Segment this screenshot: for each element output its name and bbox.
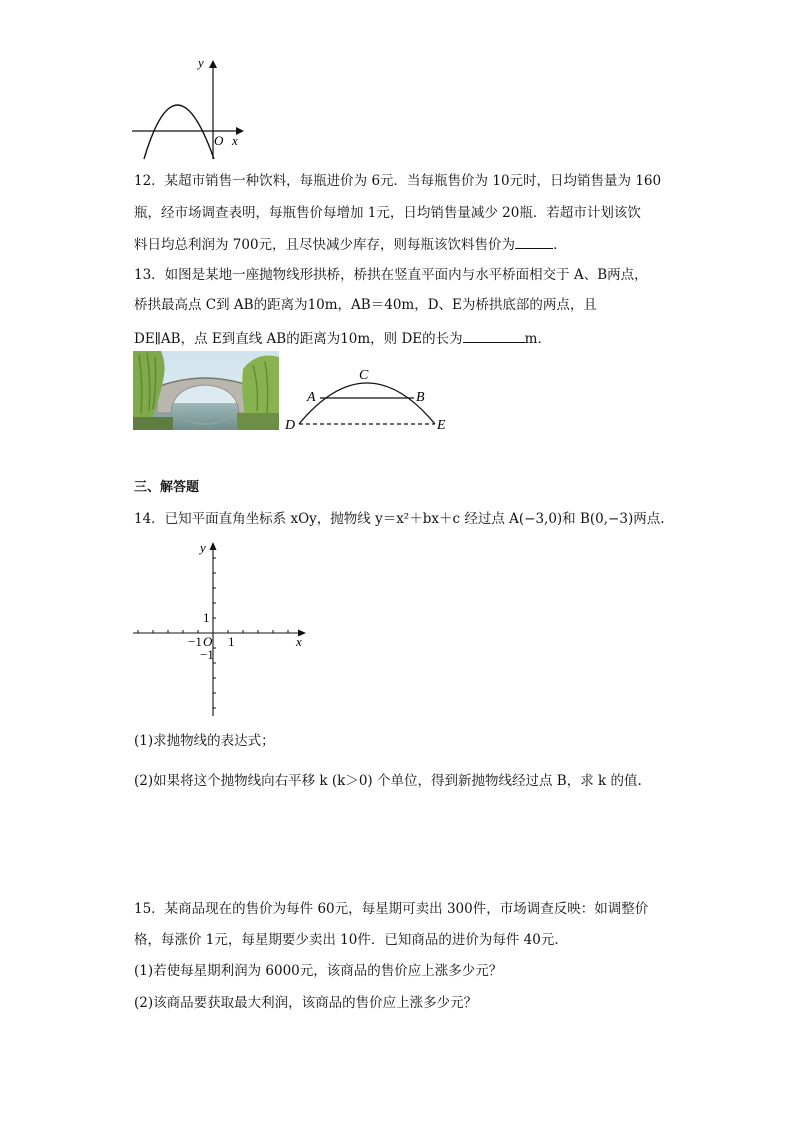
- q14-line-1: 14．已知平面直角坐标系 xOy，抛物线 y＝x²＋bx＋c 经过点 A(−3,0)和 B(0,−3)两点.: [134, 511, 665, 527]
- tick-label-y-neg1: −1: [200, 647, 214, 662]
- q13-line-2: 桥拱最高点 C到 AB的距离为10m，AB＝40m，D、E为桥拱底部的两点，且: [134, 297, 597, 313]
- tick-label-y-1: 1: [203, 610, 210, 625]
- tick-label-x-neg1: −1: [188, 634, 202, 649]
- label-B: B: [416, 390, 425, 405]
- q12-line-3: [134, 234, 567, 254]
- q13-arch-diagram: [282, 364, 452, 434]
- parabola-curve: [144, 105, 214, 159]
- q14-coordinate-axes: [130, 538, 310, 720]
- x-axis-label: x: [232, 133, 238, 148]
- origin-label: O: [203, 634, 213, 649]
- q15-part-1: (1)若使每星期利润为 6000元，该商品的售价应上涨多少元？: [134, 963, 503, 979]
- q15-part-2: (2)该商品要获取最大利润，该商品的售价应上涨多少元？: [134, 995, 478, 1011]
- q12-line-2: 瓶，经市场调查表明，每瓶售价每增加 1元，日均销售量减少 20瓶．若超市计划该饮: [134, 205, 641, 221]
- q11-parabola-figure: [128, 55, 248, 163]
- q13-line-1: 13．如图是某地一座抛物线形拱桥，桥拱在竖直平面内与水平桥面相交于 A、B两点，: [134, 267, 648, 283]
- x-axis-label: x: [296, 634, 302, 649]
- q12-line-3-end: ．: [553, 237, 567, 253]
- y-axis-label: y: [200, 540, 206, 555]
- q13-line-3-text: DE∥AB，点 E到直线 AB的距离为10m，则 DE的长为: [134, 331, 463, 347]
- label-A: A: [307, 390, 316, 405]
- section-3-heading: 三、解答题: [134, 480, 200, 495]
- y-axis-label: y: [198, 55, 204, 70]
- q12-answer-blank[interactable]: [515, 234, 553, 249]
- q15-line-2: 格，每涨价 1元，每星期要少卖出 10件．已知商品的进价为每件 40元．: [134, 932, 568, 948]
- y-axis-arrow: [210, 542, 217, 550]
- origin-label: O: [214, 133, 224, 148]
- q12-line-3-text: 料日均总利润为 700元，且尽快减少库存，则每瓶该饮料售价为: [134, 237, 516, 253]
- q13-line-3-end: m．: [524, 331, 551, 347]
- bridge-photo: [133, 351, 279, 430]
- q12-line-1: 12．某超市销售一种饮料，每瓶进价为 6元．当每瓶售价为 10元时，日均销售量为 160: [134, 173, 662, 189]
- arch-curve: [299, 383, 435, 424]
- label-D: D: [285, 418, 296, 433]
- q14-part-1: (1)求抛物线的表达式；: [134, 733, 275, 749]
- tick-label-x-1: 1: [228, 634, 235, 649]
- q14-part-2: (2)如果将这个抛物线向右平移 k (k＞0) 个单位，得到新抛物线经过点 B，求 k 的值.: [134, 773, 642, 789]
- q13-answer-blank[interactable]: [463, 328, 525, 343]
- q13-line-3: [134, 328, 551, 348]
- y-axis-arrow: [209, 60, 217, 68]
- label-C: C: [359, 368, 369, 383]
- label-E: E: [437, 418, 446, 433]
- q15-line-1: 15．某商品现在的售价为每件 60元，每星期可卖出 300件，市场调查反映：如调整价: [134, 901, 649, 917]
